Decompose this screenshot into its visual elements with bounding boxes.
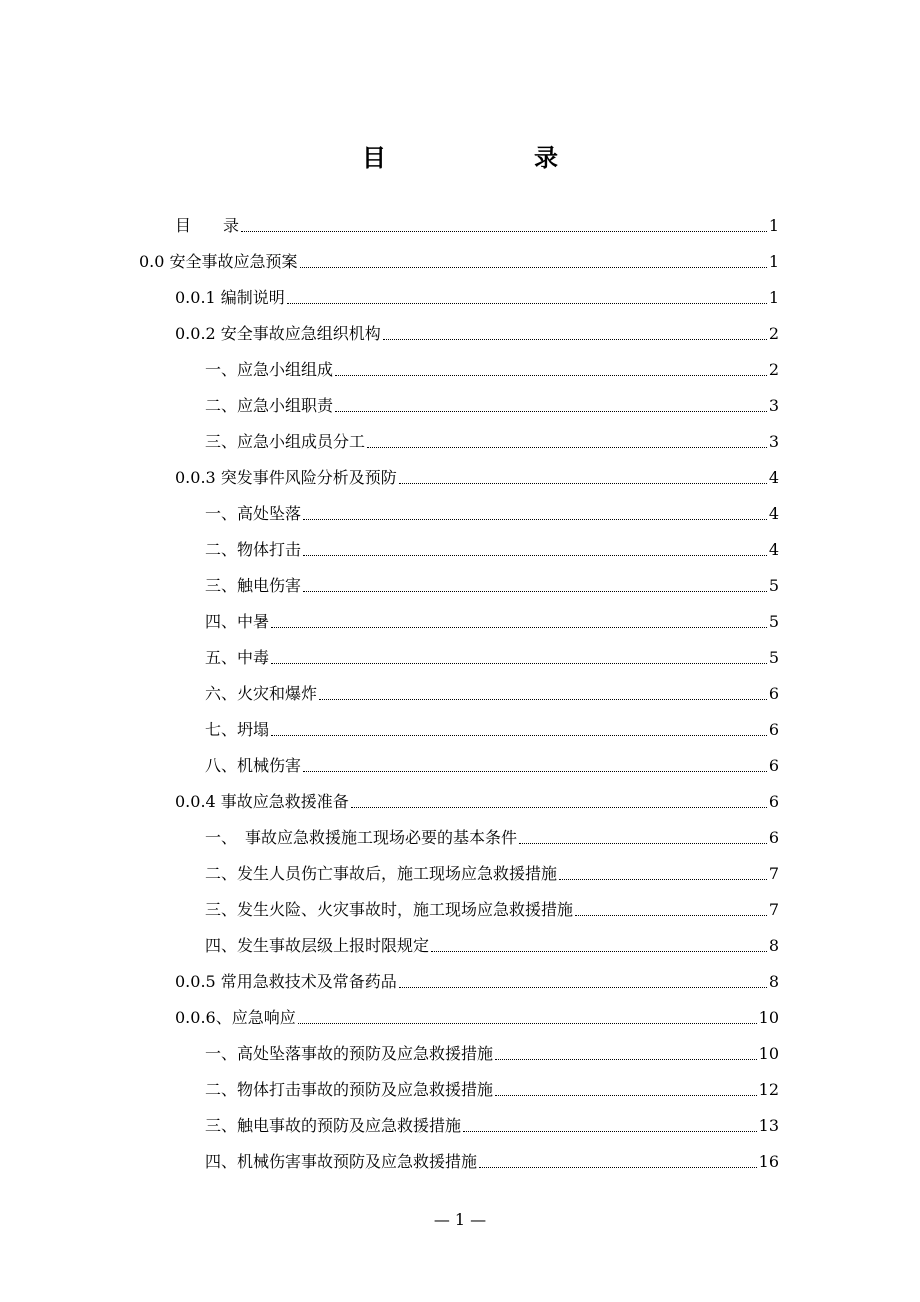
toc-page-number: 4 — [768, 540, 779, 559]
toc-page-number: 6 — [768, 720, 779, 739]
toc-entry-subsection[interactable] — [205, 669, 779, 705]
toc-page-number: 1 — [768, 252, 779, 271]
toc-entry-subsection[interactable] — [205, 813, 779, 849]
dot-leader — [399, 986, 767, 988]
toc-entry-subsection[interactable] — [205, 885, 779, 921]
toc-entry-label: 三、发生火险、火灾事故时，施工现场应急救援措施 — [205, 900, 574, 919]
toc-entry-label: 0.0.6、应急响应 — [175, 1008, 296, 1027]
toc-entry-label: 八、机械伤害 — [205, 756, 302, 775]
toc-page-number: 4 — [768, 468, 779, 487]
toc-entry-subsection[interactable] — [205, 489, 779, 525]
dot-leader — [271, 626, 767, 628]
toc-entry-label: 一、应急小组组成 — [205, 360, 334, 379]
toc-entry-label: 0.0.2 安全事故应急组织机构 — [175, 324, 381, 343]
toc-entry-subsection[interactable] — [205, 741, 779, 777]
page-title: 目 录 — [362, 144, 620, 172]
dot-leader — [399, 482, 767, 484]
toc-entry-label: 七、坍塌 — [205, 720, 270, 739]
toc-entry-subsection[interactable] — [205, 921, 779, 957]
toc-entry-label: 四、发生事故层级上报时限规定 — [205, 936, 430, 955]
toc-page-number: 6 — [768, 792, 779, 811]
dot-leader — [271, 662, 767, 664]
toc-entry-label: 目 录 — [175, 216, 240, 235]
toc-entry-section-0-0-5[interactable] — [175, 957, 779, 993]
toc-entry-section-0-0[interactable] — [139, 237, 779, 273]
toc-entry-subsection[interactable] — [205, 633, 779, 669]
toc-page-number: 7 — [768, 864, 779, 883]
toc-entry-label: 0.0.1 编制说明 — [175, 288, 285, 307]
toc-page-number: 10 — [758, 1044, 779, 1063]
dot-leader — [559, 878, 767, 880]
dot-leader — [303, 770, 767, 772]
toc-page-number: 6 — [768, 756, 779, 775]
toc-entry-subsection[interactable] — [205, 1065, 779, 1101]
toc-entry-subsection[interactable] — [205, 705, 779, 741]
toc-entry-label: 二、发生人员伤亡事故后，施工现场应急救援措施 — [205, 864, 558, 883]
toc-entry-label: 五、中毒 — [205, 648, 270, 667]
toc-entry-label: 一、高处坠落 — [205, 504, 302, 523]
dot-leader — [463, 1130, 757, 1132]
toc-entry-subsection[interactable] — [205, 417, 779, 453]
toc-page-number: 3 — [768, 396, 779, 415]
dot-leader — [575, 914, 767, 916]
toc-page-number: 13 — [758, 1116, 779, 1135]
page-number-footer: — 1 — — [433, 1210, 487, 1229]
toc-entry-label: 六、火灾和爆炸 — [205, 684, 318, 703]
dot-leader — [367, 446, 767, 448]
toc-page-number: 12 — [758, 1080, 779, 1099]
toc-entry-section-0-0-3[interactable] — [175, 453, 779, 489]
dot-leader — [271, 734, 767, 736]
toc-page-number: 2 — [768, 360, 779, 379]
toc-page-number: 6 — [768, 828, 779, 847]
toc-entry-subsection[interactable] — [205, 597, 779, 633]
dot-leader — [287, 302, 767, 304]
toc-page-number: 7 — [768, 900, 779, 919]
toc-entry-label: 0.0.3 突发事件风险分析及预防 — [175, 468, 397, 487]
toc-page-number: 8 — [768, 972, 779, 991]
dot-leader — [495, 1058, 757, 1060]
toc-page-number: 5 — [768, 576, 779, 595]
toc-entry-label: 四、中暑 — [205, 612, 270, 631]
toc-entry-label: 三、应急小组成员分工 — [205, 432, 366, 451]
dot-leader — [303, 518, 767, 520]
dot-leader — [303, 590, 767, 592]
toc-page-number: 16 — [758, 1152, 779, 1171]
toc-entry-subsection[interactable] — [205, 849, 779, 885]
toc-entry-subsection[interactable] — [205, 1029, 779, 1065]
dot-leader — [298, 1022, 757, 1024]
dot-leader — [519, 842, 767, 844]
dot-leader — [335, 374, 767, 376]
toc-entry-label: 三、触电伤害 — [205, 576, 302, 595]
toc-page-number: 4 — [768, 504, 779, 523]
dot-leader — [479, 1166, 757, 1168]
toc-page-number: 5 — [768, 612, 779, 631]
dot-leader — [303, 554, 767, 556]
toc-entry-subsection[interactable] — [205, 525, 779, 561]
toc-entry-label: 二、物体打击事故的预防及应急救援措施 — [205, 1080, 494, 1099]
toc-page-number: 8 — [768, 936, 779, 955]
toc-entry-section-0-0-4[interactable] — [175, 777, 779, 813]
toc-entry-label: 0.0.4 事故应急救援准备 — [175, 792, 349, 811]
toc-page-number: 6 — [768, 684, 779, 703]
toc-entry-subsection[interactable] — [205, 561, 779, 597]
dot-leader — [495, 1094, 757, 1096]
toc-entry-label: 0.0 安全事故应急预案 — [139, 252, 298, 271]
toc-entry-subsection[interactable] — [205, 381, 779, 417]
toc-entry-section-0-0-2[interactable] — [175, 309, 779, 345]
toc-entry-label: 三、触电事故的预防及应急救援措施 — [205, 1116, 462, 1135]
toc-entry-label: 一、 事故应急救援施工现场必要的基本条件 — [205, 828, 518, 847]
toc-page-number: 2 — [768, 324, 779, 343]
dot-leader — [300, 266, 767, 268]
toc-entry-label: 一、高处坠落事故的预防及应急救援措施 — [205, 1044, 494, 1063]
dot-leader — [319, 698, 767, 700]
toc-page-number: 10 — [758, 1008, 779, 1027]
toc-entry-label: 二、应急小组职责 — [205, 396, 334, 415]
dot-leader — [383, 338, 767, 340]
dot-leader — [241, 230, 767, 232]
toc-entry-label: 二、物体打击 — [205, 540, 302, 559]
dot-leader — [351, 806, 767, 808]
toc-entry-label: 四、机械伤害事故预防及应急救援措施 — [205, 1152, 478, 1171]
toc-entry-section-0-0-1[interactable] — [175, 273, 779, 309]
toc-entry-contents[interactable] — [175, 201, 779, 237]
toc-entry-subsection[interactable] — [205, 1137, 779, 1173]
toc-entry-label: 0.0.5 常用急救技术及常备药品 — [175, 972, 397, 991]
toc-page-number: 5 — [768, 648, 779, 667]
toc-entry-subsection[interactable] — [205, 345, 779, 381]
toc-entry-section-0-0-6[interactable] — [175, 993, 779, 1029]
toc-page-number: 3 — [768, 432, 779, 451]
toc-page-number: 1 — [768, 216, 779, 235]
dot-leader — [431, 950, 767, 952]
toc-entry-subsection[interactable] — [205, 1101, 779, 1137]
toc-page-number: 1 — [768, 288, 779, 307]
dot-leader — [335, 410, 767, 412]
